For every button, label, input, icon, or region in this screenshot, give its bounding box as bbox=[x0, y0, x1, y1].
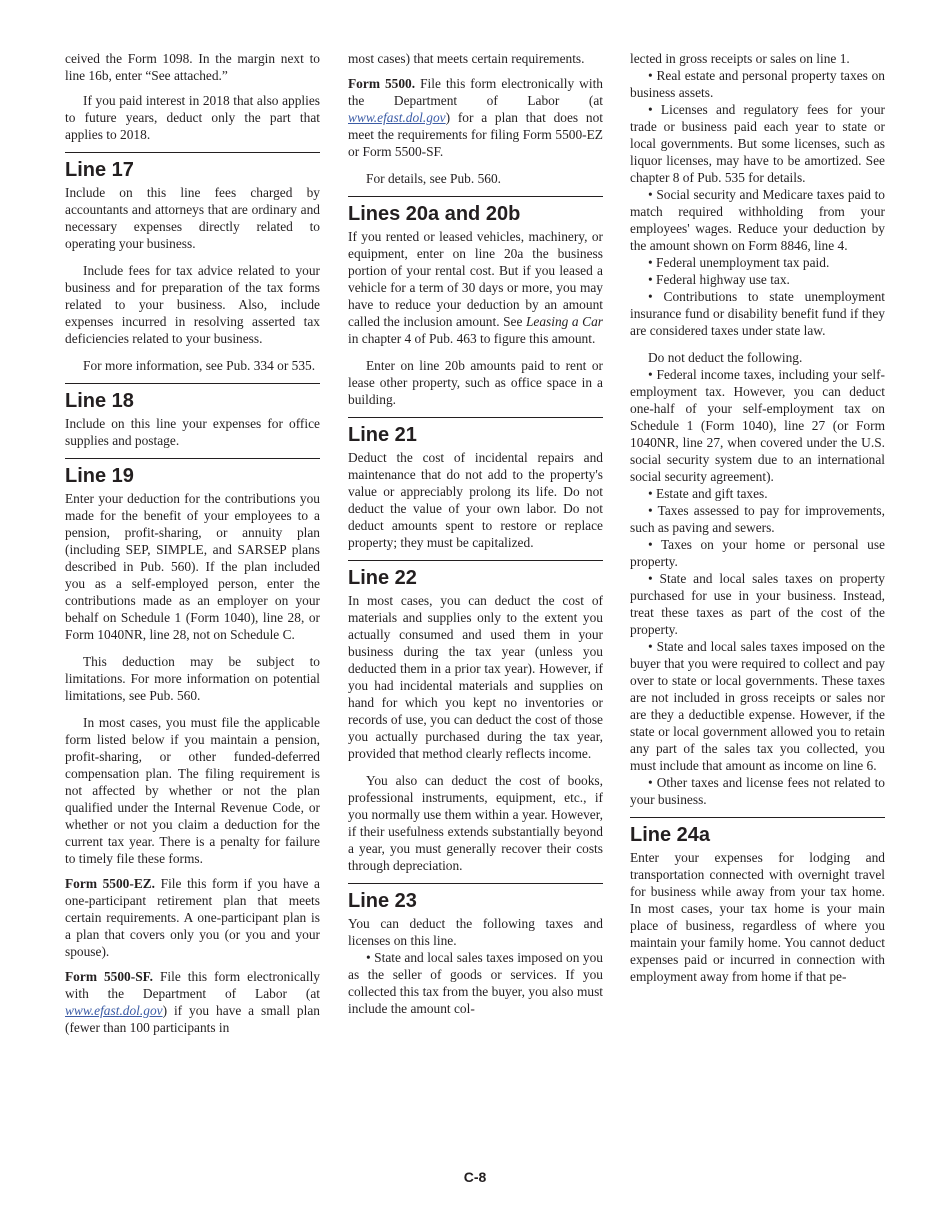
bullet-item: • Social security and Medicare taxes paid to match required withholding from your employees' wages. Reduce your deduction by the amount shown on Form 8846, line 4. bbox=[630, 187, 885, 253]
bullet-item: • State and local sales taxes imposed on the buyer that you were required to collect and pay over to state or local governments. These taxes are not included in gross receipts or sales nor are they a deductible expense. However, if the state or local government allowed you to retain any part of the sales tax you collected, you must include that amount as income on line 6. bbox=[630, 639, 885, 773]
paragraph: For more information, see Pub. 334 or 535. bbox=[83, 358, 316, 373]
bullet-item: • Taxes on your home or personal use property. bbox=[630, 537, 885, 569]
section-heading-line-24a: Line 24a bbox=[630, 817, 885, 847]
paragraph: For details, see Pub. 560. bbox=[366, 171, 502, 186]
bullet-item: • Contributions to state unemployment insurance fund or disability benefit fund if they are considered taxes under state law. bbox=[630, 289, 885, 338]
paragraph: Include on this line fees charged by accountants and attorneys that are ordinary and necessary expenses directly related to operating your business. bbox=[65, 185, 320, 251]
paragraph: If you rented or leased vehicles, machinery, or equipment, enter on line 20a the business portion of your rental cost. But if you leased a vehicle for a term of 30 days or more, you may have to reduce your deduction by an amount called the inclusion amount. See Leasing a Car in chapter 4 of Pub. 463 to figure this amount. bbox=[348, 229, 603, 346]
form-5500-ez-paragraph: Form 5500-EZ. File this form if you have a one-participant retirement plan that meets certain requirements. A one-participant plan is a plan that covers only you (or you and your spouse). bbox=[65, 876, 320, 959]
paragraph: Enter your expenses for lodging and transportation connected with overnight travel for business while away from your tax home. In most cases, your tax home is your main place of business, regardless of where you maintain your family home. You cannot deduct expenses paid or incurred in connection with employment away from home if that pe- bbox=[630, 850, 885, 984]
column-3 bbox=[630, 50, 885, 985]
paragraph: ceived the Form 1098. In the margin next to line 16b, enter “See attached.” bbox=[65, 51, 320, 83]
paragraph: lected in gross receipts or sales on line 1. bbox=[630, 51, 850, 66]
paragraph: Do not deduct the following. bbox=[648, 350, 803, 365]
paragraph: Enter your deduction for the contributions you made for the benefit of your employees to a pension, profit-sharing, or annuity plan (including SEP, SIMPLE, and SARSEP plans described in Pub. 560). If the plan included you as a self-employed person, enter the contributions made as an employer on your behalf on Schedule 1 (Form 1040), line 28, or Form 1040NR, line 28, not on Schedule C. bbox=[65, 491, 320, 642]
paragraph: Enter on line 20b amounts paid to rent or lease other property, such as office space in a building. bbox=[348, 358, 603, 407]
form-5500-paragraph: Form 5500. File this form electronically with the Department of Labor (at www.efast.dol.gov) for a plan that does not meet the requirements for filing Form 5500-EZ or Form 5500-SF. bbox=[348, 76, 603, 159]
bullet-item: • State and local sales taxes on property purchased for use in your business. Instead, treat these taxes as part of the cost of the property. bbox=[630, 571, 885, 637]
bullet-item: • Federal unemployment tax paid. bbox=[648, 255, 830, 270]
section-heading-line-19: Line 19 bbox=[65, 458, 320, 488]
bullet-item: • State and local sales taxes imposed on you as the seller of goods or services. If you collected this tax from the buyer, you also must include the amount col- bbox=[348, 950, 603, 1016]
section-heading-line-18: Line 18 bbox=[65, 383, 320, 413]
paragraph: most cases) that meets certain requirements. bbox=[348, 51, 585, 66]
paragraph: If you paid interest in 2018 that also applies to future years, deduct only the part that applies to 2018. bbox=[65, 93, 320, 142]
efast-link[interactable]: www.efast.dol.gov bbox=[65, 1003, 163, 1018]
bullet-item: • Real estate and personal property taxes on business assets. bbox=[630, 68, 885, 100]
bullet-item: • Other taxes and license fees not related to your business. bbox=[630, 775, 885, 807]
bullet-item: • Taxes assessed to pay for improvements, such as paving and sewers. bbox=[630, 503, 885, 535]
paragraph: Include on this line your expenses for office supplies and postage. bbox=[65, 416, 320, 448]
bullet-item: • Estate and gift taxes. bbox=[648, 486, 768, 501]
paragraph: Include fees for tax advice related to your business and for preparation of the tax forms related to your business. Also, include expenses incurred in resolving asserted tax deficiencies related to your business. bbox=[65, 263, 320, 346]
bullet-item: • Federal highway use tax. bbox=[648, 272, 790, 287]
section-heading-lines-20a-20b: Lines 20a and 20b bbox=[348, 196, 603, 226]
bullet-item: • Federal income taxes, including your self-employment tax. However, you can deduct one-half of your self-employment tax on Schedule 1 (Form 1040), line 27 (or Form 1040NR, line 27, when covered under the U.S. social security system due to an international social security agreement). bbox=[630, 367, 885, 484]
bullet-item: • Licenses and regulatory fees for your trade or business paid each year to state or local governments. But some licenses, such as liquor licenses, may have to be amortized. See chapter 8 of Pub. 535 for details. bbox=[630, 102, 885, 185]
paragraph: In most cases, you must file the applicable form listed below if you maintain a pension, profit-sharing, or other funded-deferred compensation plan. The filing requirement is not affected by whether or not the plan qualified under the Internal Revenue Code, or whether or not you claim a deduction for the current tax year. There is a penalty for failure to timely file these forms. bbox=[65, 715, 320, 866]
efast-link[interactable]: www.efast.dol.gov bbox=[348, 110, 446, 125]
section-heading-line-23: Line 23 bbox=[348, 883, 603, 913]
paragraph: In most cases, you can deduct the cost of materials and supplies only to the extent you actually consumed and used them in your business during the tax year (unless you deducted them in a prior tax year). However, if you had incidental materials and supplies on hand for which you kept no inventories or records of use, you can deduct the cost of those you actually purchased during the tax year, provided that method clearly reflects income. bbox=[348, 593, 603, 761]
column-2 bbox=[348, 50, 603, 1017]
paragraph: Deduct the cost of incidental repairs and maintenance that do not add to the property's value or appreciably prolong its life. Do not deduct the value of your own labor. Do not deduct amounts spent to restore or replace property; they must be capitalized. bbox=[348, 450, 603, 550]
column-1 bbox=[65, 50, 320, 1036]
paragraph: You also can deduct the cost of books, professional instruments, equipment, etc., if you normally use them within a year. However, if their usefulness extends substantially beyond a year, you must generally recover their costs through depreciation. bbox=[348, 773, 603, 873]
form-5500-sf-paragraph: Form 5500-SF. File this form electronically with the Department of Labor (at www.efast.dol.gov) if you have a small plan (fewer than 100 participants in bbox=[65, 969, 320, 1035]
paragraph: This deduction may be subject to limitations. For more information on potential limitations, see Pub. 560. bbox=[65, 654, 320, 703]
section-heading-line-21: Line 21 bbox=[348, 417, 603, 447]
paragraph: You can deduct the following taxes and licenses on this line. bbox=[348, 916, 603, 948]
page-number: C-8 bbox=[463, 1169, 487, 1185]
section-heading-line-22: Line 22 bbox=[348, 560, 603, 590]
section-heading-line-17: Line 17 bbox=[65, 152, 320, 182]
